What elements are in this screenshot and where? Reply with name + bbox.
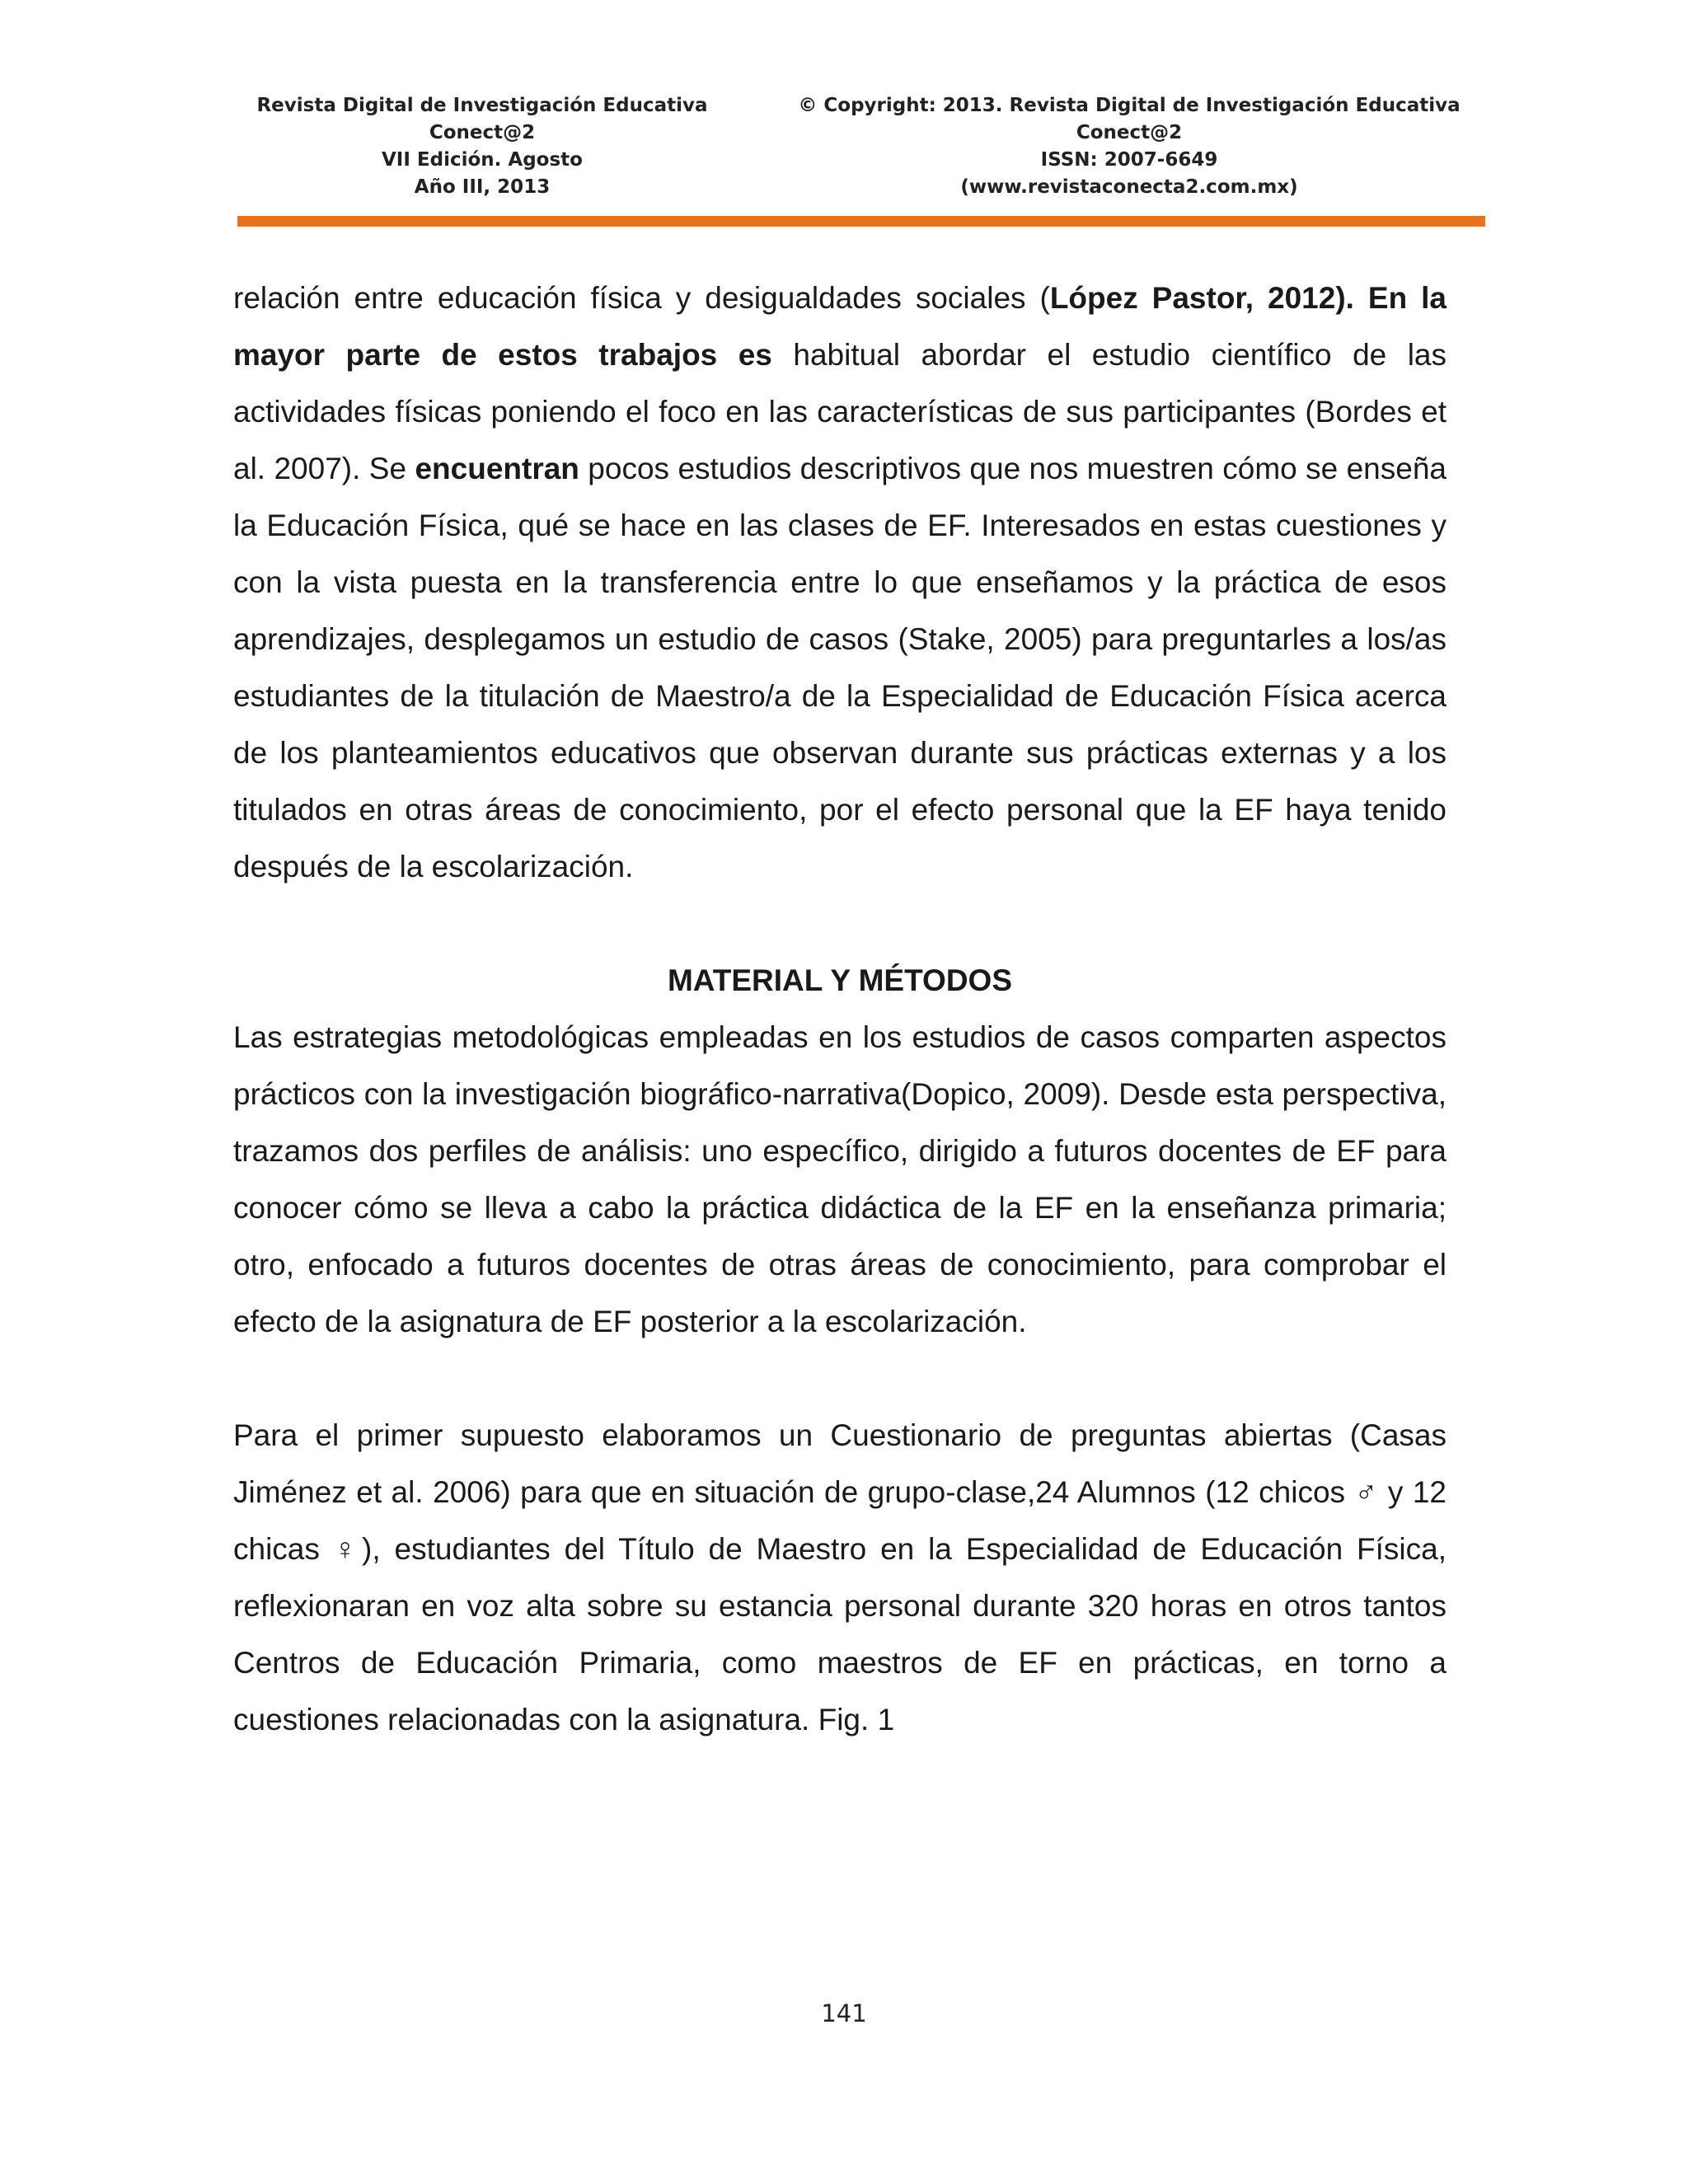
issn: ISSN: 2007-6649 (1040, 149, 1218, 171)
copyright-line: © Copyright: 2013. Revista Digital de Investigación Educativa (798, 95, 1461, 116)
spacer (233, 895, 1447, 952)
website: (www.revistaconecta2.com.mx) (960, 176, 1298, 198)
bold-word: encuentran (415, 452, 579, 485)
paragraph-intro: relación entre educación física y desigualdades sociales (López Pastor, 2012). En la mayor parte de estos trabajos es habitual abordar el estudio científico de las actividades físicas poniendo el foco en las características de sus participantes (Bordes et al. 2007). Se encuentran pocos estudios descriptivos que nos muestren cómo se enseña la Educación Física, qué se hace en las clases de EF. Interesados en estas cuestiones y con la vista puesta en la transferencia entre lo que enseñamos y la práctica de esos aprendizajes, desplegamos un estudio de casos (Stake, 2005) para preguntarles a los/as estudiantes de la titulación de Maestro/a de la Especialidad de Educación Física acerca de los planteamientos educativos que observan durante sus prácticas externas y a los titulados en otras áreas de conocimiento, por el efecto personal que la EF haya tenido después de la escolarización. (233, 281, 1447, 883)
header-divider (237, 216, 1485, 227)
paragraph-methods: Las estrategias metodológicas empleadas en los estudios de casos comparten aspectos prácticos con la investigación biográfico-narrativa(Dopico, 2009). Desde esta perspectiva, trazamos dos perfiles de análisis: uno específico, dirigido a futuros docentes de EF para conocer cómo se lleva a cabo la práctica didáctica de la EF en la enseñanza primaria; otro, enfocado a futuros docentes de otras áreas de conocimiento, para comprobar el efecto de la asignatura de EF posterior a la escolarización. (233, 1020, 1447, 1338)
paragraph-questionnaire: Para el primer supuesto elaboramos un Cuestionario de preguntas abiertas (Casas Jiménez et al. 2006) para que en situación de grupo-clase,24 Alumnos (12 chicos ♂ y 12 chicas ♀), estudiantes del Título de Maestro en la Especialidad de Educación Física, reflexionaran en voz alta sobre su estancia personal durante 320 horas en otros tantos Centros de Educación Primaria, como maestros de EF en prácticas, en torno a cuestiones relacionadas con la asignatura. Fig. 1 (233, 1418, 1447, 1736)
journal-short-name: Conect@2 (429, 122, 536, 143)
journal-name: Revista Digital de Investigación Educativa (256, 95, 708, 116)
bold-citation: López Pastor, 2012). En la mayor parte de estos trabajos es (233, 281, 1447, 372)
section-heading: MATERIAL Y MÉTODOS (667, 963, 1013, 997)
year: Año III, 2013 (414, 176, 551, 198)
journal-info (239, 92, 725, 201)
edition: VII Edición. Agosto (382, 149, 583, 171)
copyright-journal-short-name: Conect@2 (1076, 122, 1183, 143)
spacer (233, 1350, 1447, 1407)
page-header (239, 92, 1484, 216)
article-body (233, 269, 1447, 1748)
copyright-info (775, 92, 1484, 201)
page-number: 141 (821, 1999, 867, 2027)
